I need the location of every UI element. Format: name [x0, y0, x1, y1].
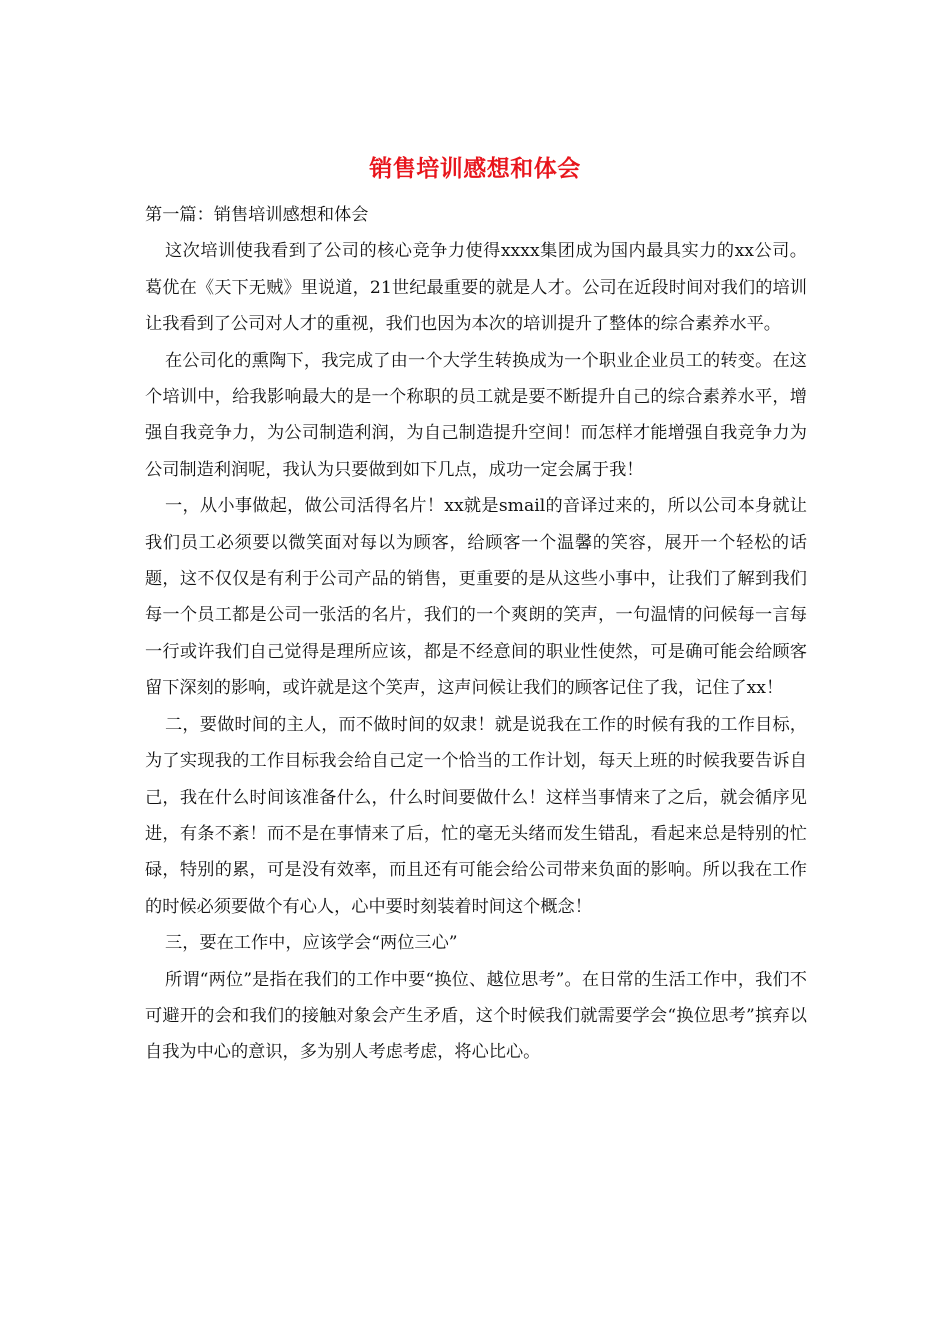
- paragraph-3: 一，从小事做起，做公司活得名片！xx就是smail的音译过来的，所以公司本身就让我们员工必须要以微笑面对每以为顾客，给顾客一个温馨的笑容，展开一个轻松的话题，这不仅仅是有利于公司产品的销售，更重要的是从这些小事中，让我们了解到我们每一个员工都是公司一张活的名片，我们的一个爽朗的笑声，一句温情的问候每一言每一行或许我们自己觉得是理所应该，都是不经意间的职业性使然，可是确可能会给顾客留下深刻的影响，或许就是这个笑声，这声问候让我们的顾客记住了我，记住了xx！: [145, 496, 807, 699]
- paragraph-5: 三，要在工作中，应该学会“两位三心”: [165, 933, 458, 954]
- paragraph-1: 这次培训使我看到了公司的核心竞争力使得xxxx集团成为国内最具实力的xx公司。葛优在《天下无贼》里说道，21世纪最重要的就是人才。公司在近段时间对我们的培训让我看到了公司对人才的重视，我们也因为本次的培训提升了整体的综合素养水平。: [145, 241, 807, 335]
- paragraph-2: 在公司化的熏陶下，我完成了由一个大学生转换成为一个职业企业员工的转变。在这个培训中，给我影响最大的是一个称职的员工就是要不断提升自己的综合素养水平，增强自我竞争力，为公司制造利润，为自己制造提升空间！而怎样才能增强自我竞争力为公司制造利润呢，我认为只要做到如下几点，成功一定会属于我！: [145, 350, 807, 480]
- document-title: 销售培训感想和体会: [369, 155, 581, 182]
- document-body: [145, 197, 807, 1071]
- paragraph-4: 二，要做时间的主人，而不做时间的奴隶！就是说我在工作的时候有我的工作目标，为了实现我的工作目标我会给自己定一个恰当的工作计划，每天上班的时候我要告诉自己，我在什么时间该准备什么，什么时间要做什么！这样当事情来了之后，就会循序见进，有条不紊！而不是在事情来了后，忙的毫无头绪而发生错乱，看起来总是特别的忙碌，特别的累，可是没有效率，而且还有可能会给公司带来负面的影响。所以我在工作的时候必须要做个有心人，心中要时刻装着时间这个概念！: [145, 714, 807, 917]
- paragraph-6: 所谓“两位”是指在我们的工作中要“换位、越位思考”。在日常的生活工作中，我们不可避开的会和我们的接触对象会产生矛盾，这个时候我们就需要学会“换位思考”摈弃以自我为中心的意识，多为别人考虑考虑，将心比心。: [145, 969, 807, 1063]
- section-heading: 第一篇：销售培训感想和体会: [145, 205, 369, 225]
